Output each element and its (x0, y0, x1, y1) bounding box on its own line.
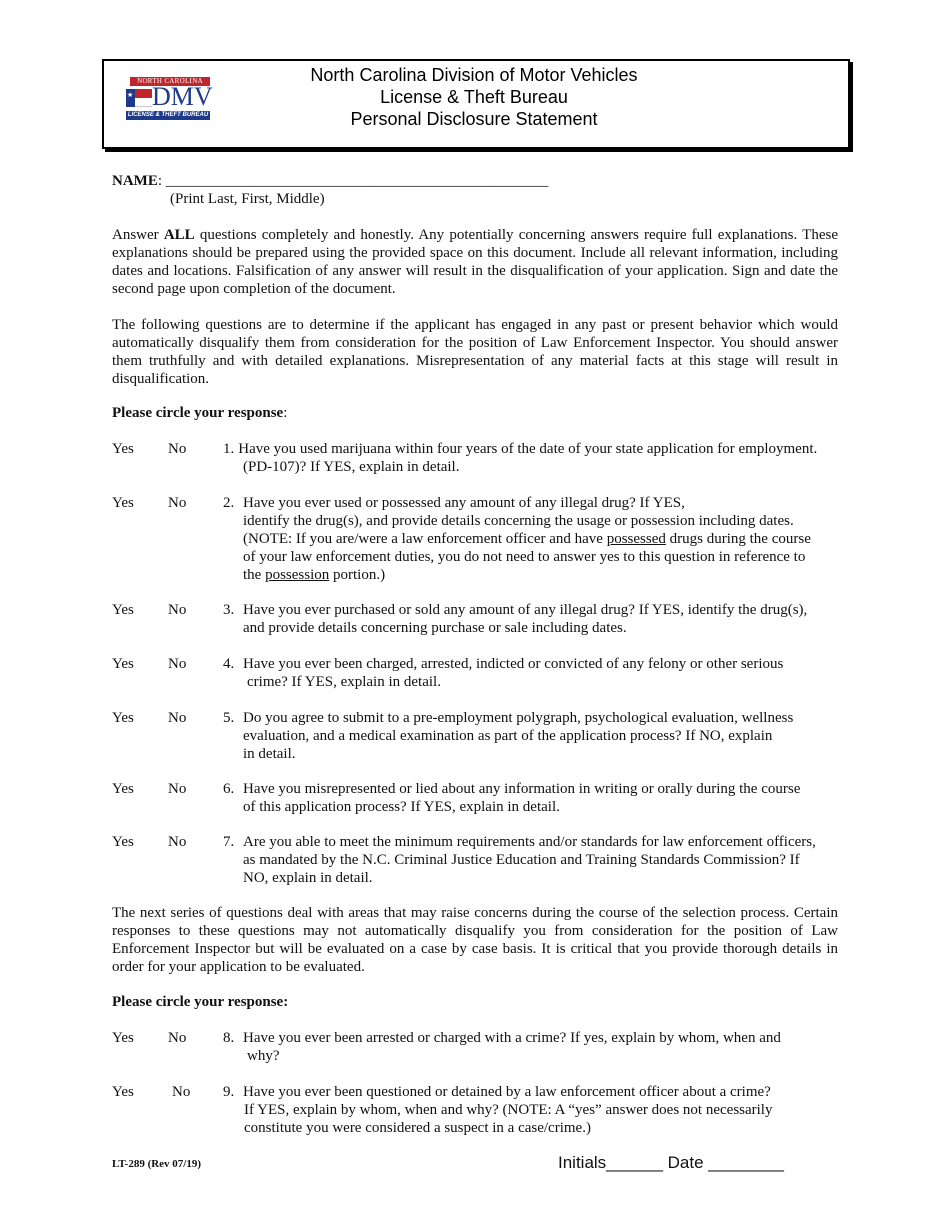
question-4: 4. Have you ever been charged, arrested, indicted or convicted of any felony or other serious crime? If YES, explain in detail. (223, 656, 784, 690)
q5-no-option[interactable]: No (168, 710, 187, 726)
logo-top-text: NORTH CAROLINA (130, 77, 210, 86)
dmv-logo (126, 77, 212, 125)
q6-yes-option[interactable]: Yes (112, 781, 134, 797)
instructions-paragraph-3: The next series of questions deal with areas that may raise concerns during the course of the selection process. Certain responses to these questions may not automatically disqualify you from consideration for the position of Law Enforcement Inspector but will be evaluated on a case by case basis. It is critical that you provide thorough details in order for your application to be evaluated. (112, 905, 838, 975)
logo-bottom-text: LICENSE & THEFT BUREAU (127, 112, 209, 118)
question-9: 9. Have you ever been questioned or detained by a law enforcement officer about a crime? If YES, explain by whom, when and why? (NOTE: A “yes” answer does not necessarily constitute you were considered a suspect in a case/crime.) (223, 1084, 773, 1136)
document-title (224, 64, 724, 130)
q2-no-option[interactable]: No (168, 495, 187, 511)
name-hint: (Print Last, First, Middle) (170, 191, 325, 207)
question-2: 2. Have you ever used or possessed any amount of any illegal drug? If YES, identify the drug(s), and provide details concerning the usage or possession including dates. (NOTE: If you are/were a law enforcement officer and have possessed drugs during the course of your law enforcement duties, you do not need to answer yes to this question in reference to the possession portion.) (223, 495, 811, 583)
title-line-1: North Carolina Division of Motor Vehicles (310, 65, 638, 85)
circle-response-label-1: Please circle your response: (112, 405, 288, 421)
q6-no-option[interactable]: No (168, 781, 187, 797)
name-line[interactable]: : ___________________________________________________ (157, 173, 549, 189)
q9-no-option[interactable]: No (172, 1084, 191, 1100)
q4-no-option[interactable]: No (168, 656, 187, 672)
instructions-paragraph-1: Answer ALL questions completely and honestly. Any potentially concerning answers require full explanations. These explanations should be prepared using the provided space on this document. Include all relevant information, including dates and locations. Falsification of any answer will result in the disqualification of your application. Sign and date the second page upon completion of the document. (112, 227, 838, 297)
title-line-3: Personal Disclosure Statement (350, 109, 598, 129)
q3-yes-option[interactable]: Yes (112, 602, 134, 618)
q4-yes-option[interactable]: Yes (112, 656, 134, 672)
q5-yes-option[interactable]: Yes (112, 710, 134, 726)
q1-no-option[interactable]: No (168, 441, 187, 457)
name-label: NAME (112, 173, 158, 189)
question-3: 3. Have you ever purchased or sold any amount of any illegal drug? If YES, identify the drug(s), and provide details concerning purchase or sale including dates. (223, 602, 808, 636)
question-8: 8. Have you ever been arrested or charged with a crime? If yes, explain by whom, when and why? (223, 1030, 781, 1064)
header-box (102, 59, 850, 149)
form-number: LT-289 (Rev 07/19) (112, 1158, 202, 1170)
title-line-2: License & Theft Bureau (380, 87, 568, 107)
question-7: 7. Are you able to meet the minimum requirements and/or standards for law enforcement officers, as mandated by the N.C. Criminal Justice Education and Training Standards Commission? If NO, explain in detail. (223, 834, 816, 886)
q3-no-option[interactable]: No (168, 602, 187, 618)
question-1: 1. Have you used marijuana within four years of the date of your state application for employment. (PD-107)? If YES, explain in detail. (223, 441, 818, 475)
question-6: 6. Have you misrepresented or lied about any information in writing or orally during the course of this application process? If YES, explain in detail. (223, 781, 801, 815)
initials-date-field[interactable]: Initials______ Date ________ (558, 1153, 784, 1172)
q8-yes-option[interactable]: Yes (112, 1030, 134, 1046)
q8-no-option[interactable]: No (168, 1030, 187, 1046)
q7-no-option[interactable]: No (168, 834, 187, 850)
q2-yes-option[interactable]: Yes (112, 495, 134, 511)
q9-yes-option[interactable]: Yes (112, 1084, 134, 1100)
logo-main-text: DMV (152, 82, 213, 111)
circle-response-label-2: Please circle your response: (112, 994, 289, 1010)
nc-flag-icon: ★ (126, 89, 152, 107)
name-field[interactable] (112, 172, 548, 190)
q1-yes-option[interactable]: Yes (112, 441, 134, 457)
question-5: 5. Do you agree to submit to a pre-employment polygraph, psychological evaluation, wellness evaluation, and a medical examination as part of the application process? If NO, explain in detail. (223, 710, 794, 762)
q7-yes-option[interactable]: Yes (112, 834, 134, 850)
instructions-paragraph-2: The following questions are to determine if the applicant has engaged in any past or present behavior which would automatically disqualify them from consideration for the position of Law Enforcement Inspector. You should answer them truthfully and with detailed explanations. Misrepresentation of any material facts at this stage will result in disqualification. (112, 317, 838, 387)
